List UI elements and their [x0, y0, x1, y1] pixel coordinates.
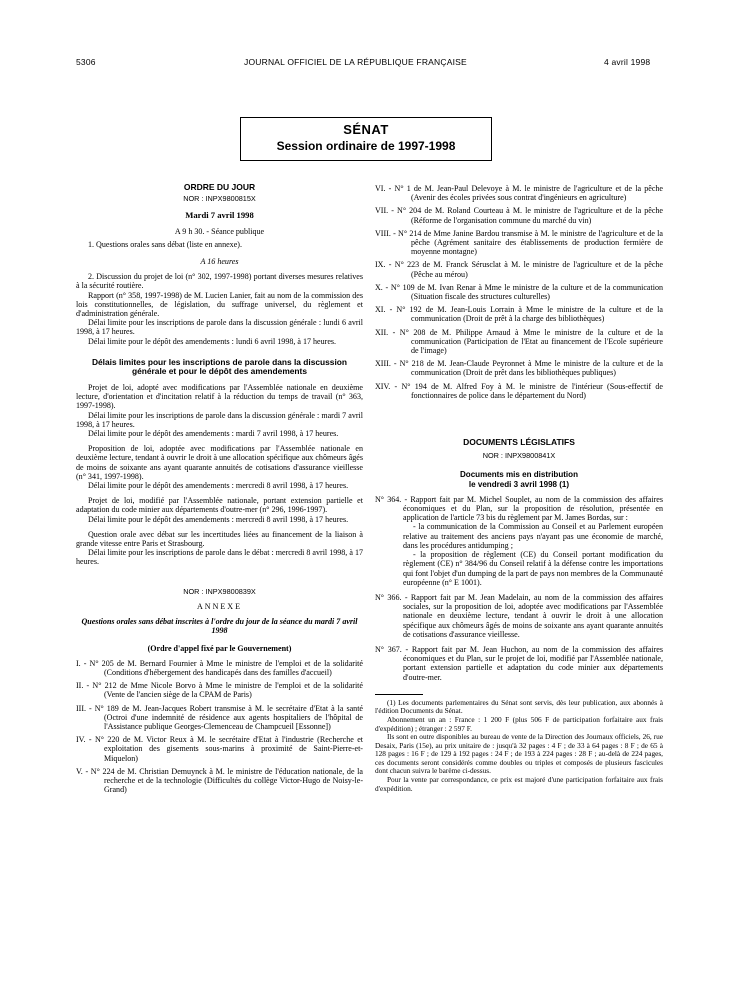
footnote: Pour la vente par correspondance, ce prix est majoré d'une participation forfaitaire aux frais d'expédition. — [375, 775, 663, 793]
question-item: VII. - N° 204 de M. Roland Courteau à M. le ministre de l'agriculture et de la pêche (Réforme de l'organisation commune du marché du vin) — [375, 206, 663, 225]
delais-section-title: Délais limites pour les inscriptions de parole dans la discussion générale et pour le dépôt des amendements — [91, 356, 348, 377]
document-subentry: - la communication de la Commission au Conseil et au Parlement européen relative au traitement des anciens pays n'ayant pas une économie de marché, dans les procédures antidumping ; — [403, 522, 663, 550]
question-item: XIII. - N° 218 de M. Jean-Claude Peyronnet à Mme le ministre de la culture et de la communication (Droit de prêt dans les bibliothèques publiques) — [375, 359, 663, 378]
annexe-title: ANNEXE — [196, 601, 243, 611]
question-item: X. - N° 109 de M. Ivan Renar à Mme le ministre de la culture et de la communication (Situation fiscale des structures culturelles) — [375, 282, 663, 302]
question-item: IX. - N° 223 de M. Franck Sérusclat à M. le ministre de l'agriculture et de la pêche (Pêche au mérou) — [375, 260, 663, 279]
senat-title-box — [240, 117, 492, 161]
delai-paragraph: Délai limite pour le dépôt des amendements : lundi 6 avril 1998, à 17 heures. — [88, 336, 337, 346]
delai-paragraph: Délai limite pour le dépôt des amendements : mercredi 8 avril 1998, à 17 heures. — [88, 514, 349, 524]
question-item: XII. - N° 208 de M. Philippe Arnaud à Mme le ministre de la culture et de la communication (Participation de l'Etat au financement de l'Ecole supérieure de l'image) — [375, 327, 663, 356]
nor-reference: NOR : INPX9800815X — [183, 194, 256, 204]
question-item: I. - N° 205 de M. Bernard Fournier à Mme le ministre de l'emploi et de la solidarité (Conditions d'hébergement des handicapés dans des familles d'accueil) — [76, 658, 363, 677]
delai-paragraph: Délai limite pour les inscriptions de parole dans la discussion générale : mardi 7 avril 1998, à 17 heures. — [76, 410, 363, 429]
documents-title: DOCUMENTS LÉGISLATIFS — [463, 437, 575, 448]
question-item: XI. - N° 192 de M. Jean-Louis Lorrain à Mme le ministre de la culture et de la communication (Droit de prêt à la charge des bibliothèques) — [375, 305, 663, 324]
seance-time: A 9 h 30. - Séance publique — [174, 226, 265, 236]
question-item: IV. - N° 220 de M. Victor Reux à M. le secrétaire d'Etat à l'industrie (Recherche et exploitation des gisements sous-marins à proximité de Saint-Pierre-et-Miquelon) — [76, 735, 363, 763]
footnote: Ils sont en outre disponibles au bureau de vente de la Direction des Journaux officiels, 26, rue Desaix, Paris (15e), au prix unitaire de : jusqu'à 32 pages : 4 F ; de 33 à 64 pages : 8 F ; de 65 à 128 pages : 16 F ; de 129 à 192 pages : 24 F ; de 193 à 224 pages : 28 F ; au-delà de 224 pages, ces documents seront considérés comme doubles ou triples et composés de plusieurs fascicules dont chacun suivra le barème ci-dessus. — [375, 732, 663, 776]
session-title: Session ordinaire de 1997-1998 — [276, 139, 456, 153]
question-item: II. - N° 212 de Mme Nicole Borvo à Mme le ministre de l'emploi et de la solidarité (Vente de l'ancien siège de la CPAM de Paris) — [76, 681, 363, 700]
proposition-paragraph: Proposition de loi, adoptée avec modifications par l'Assemblée nationale en deuxième lecture, tendant à ouvrir le droit à une allocation spécifique aux chômeurs âgés de moins de soixante ans ayant quarante annuités de cotisations d'assurance vieillesse (n° 341, 1997-1998). — [76, 444, 363, 481]
senat-title: SÉNAT — [343, 122, 389, 137]
projet-paragraph: Projet de loi, adopté avec modifications par l'Assemblée nationale en deuxième lecture, d'orientation et d'incitation relatif à la réduction du temps de travail (n° 363, 1997-1998). — [76, 383, 363, 411]
rapport-paragraph: Rapport (n° 358, 1997-1998) de M. Lucien Lanier, fait au nom de la commission des lois constitutionnelles, de législation, du suffrage universel, du règlement et d'administration générale. — [76, 290, 363, 319]
distribution-date: le vendredi 3 avril 1998 (1) — [468, 479, 570, 489]
nor-reference: NOR : INPX9800839X — [183, 586, 256, 596]
footnote: Abonnement un an : France : 1 200 F (plus 506 F de participation forfaitaire aux frais d'expédition) ; étranger : 2 597 F. — [375, 714, 663, 733]
distribution-title: Documents mis en distribution — [459, 470, 579, 480]
question-item: V. - N° 224 de M. Christian Demuynck à M. le ministre de l'éducation nationale, de la recherche et de la technologie (Difficultés du collège Victor-Hugo de Noisy-le-Grand) — [76, 766, 363, 795]
question-item: III. - N° 189 de M. Jean-Jacques Robert transmise à M. le secrétaire d'Etat à la santé (Octroi d'une indemnité de résidence aux agents hospitaliers de l'hôpital de l'Assistance publique Georges-Clemenceau de Champcueil [Essonne]) — [76, 703, 363, 731]
date-heading: Mardi 7 avril 1998 — [185, 210, 254, 221]
delai-paragraph: Délai limite pour les inscriptions de parole dans la discussion générale : lundi 6 avril 1998, à 17 heures. — [76, 318, 363, 337]
projet-paragraph: Projet de loi, modifié par l'Assemblée nationale, portant extension partielle et adaptation du code minier aux départements d'outre-mer (n° 296, 1996-1997). — [76, 496, 363, 515]
nor-reference: NOR : INPX9800841X — [482, 451, 556, 461]
question-item: VI. - N° 1 de M. Jean-Paul Delevoye à M. le ministre de l'agriculture et de la pêche (Avenir des écoles privées sous contrat d'ingénieurs en agriculture) — [375, 184, 663, 203]
document-entry: N° 367. - Rapport fait par M. Jean Huchon, au nom de la commission des affaires économiques et du Plan, sur le projet de loi, modifié par l'Assemblée nationale, portant extension partielle et adaptation du code minier aux départements d'outre-mer. — [375, 644, 663, 682]
delai-paragraph: Délai limite pour le dépôt des amendements : mercredi 8 avril 1998, à 17 heures. — [88, 481, 349, 491]
footnotes — [375, 699, 663, 794]
ordre-du-jour-title: ORDRE DU JOUR — [183, 182, 256, 192]
ordre-appel: (Ordre d'appel fixé par le Gouvernement) — [147, 643, 292, 653]
document-subentry: - la proposition de règlement (CE) du Conseil portant modification du règlement (CE) n° 384/96 du Conseil relatif à la défense contre les importations qui font l'objet d'un dumping de la part de pays non membres de la Communauté européenne (n° E 1001). — [403, 550, 663, 587]
delai-paragraph: Délai limite pour le dépôt des amendements : mardi 7 avril 1998, à 17 heures. — [88, 429, 339, 439]
right-column — [375, 184, 663, 793]
page-number: 5306 — [76, 57, 96, 67]
seance-time-2: A 16 heures — [200, 257, 239, 267]
delai-paragraph: Délai limite pour les inscriptions de parole dans le débat : mercredi 8 avril 1998, à 17 heures. — [76, 548, 363, 567]
journal-title: JOURNAL OFFICIEL DE LA RÉPUBLIQUE FRANÇAISE — [244, 57, 467, 67]
question-item: VIII. - N° 214 de Mme Janine Bardou transmise à M. le ministre de l'agriculture et de la pêche (Agrément sanitaire des établissements de production fermière de moyenne montagne) — [375, 228, 663, 257]
agenda-item-1: 1. Questions orales sans débat (liste en annexe). — [88, 239, 242, 249]
document-entry: N° 366. - Rapport fait par M. Jean Madelain, au nom de la commission des affaires sociales, sur la proposition de loi, adoptée avec modifications par l'Assemblée nationale en deuxième lecture, tendant à ouvrir le droit à une allocation spécifique aux chômeurs âgés de moins de soixante ans ayant quarante annuités de cotisations d'assurance vieillesse. — [375, 592, 663, 639]
question-item: XIV. - N° 194 de M. Alfred Foy à M. le ministre de l'intérieur (Sous-effectif de fonctionnaires de police dans le département du Nord) — [375, 381, 663, 400]
question-paragraph: Question orale avec débat sur les incertitudes liées au financement de la liaison à grande vitesse entre Paris et Strasbourg. — [76, 529, 363, 549]
annexe-subtitle: Questions orales sans débat inscrites à l'ordre du jour de la séance du mardi 7 avril 1998 — [81, 617, 358, 636]
left-column — [76, 183, 363, 794]
issue-date: 4 avril 1998 — [604, 57, 651, 67]
document-entry: N° 364. - Rapport fait par M. Michel Souplet, au nom de la commission des affaires économiques et du Plan, sur la proposition de résolution, présentée en application de l'article 73 bis du règlement par M. James Bordas, sur : — [375, 494, 663, 523]
footnote-divider — [375, 694, 423, 695]
agenda-item-2: 2. Discussion du projet de loi (n° 302, 1997-1998) portant diverses mesures relatives à la sécurité routière. — [76, 272, 363, 291]
footnote: (1) Les documents parlementaires du Sénat sont servis, dès leur publication, aux abonnés à l'édition Documents du Sénat. — [375, 697, 663, 716]
